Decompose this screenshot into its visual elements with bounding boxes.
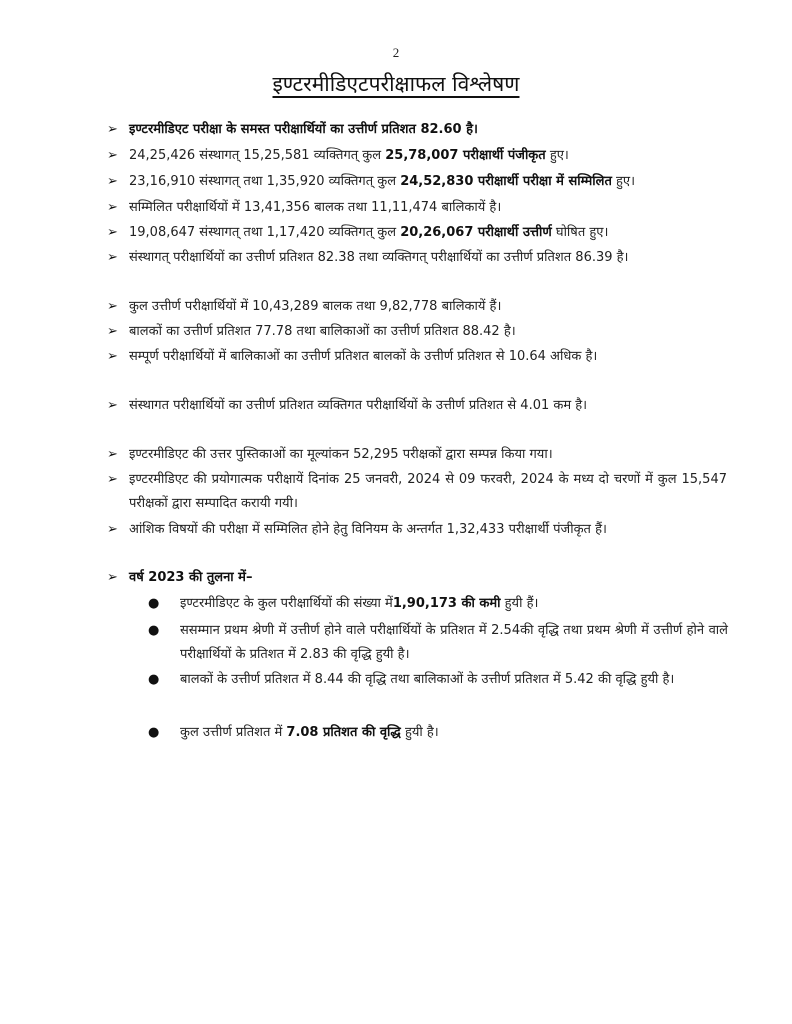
arrow-bullet-icon: ➢ [107,570,118,585]
bullet-dot-icon: ● [148,596,160,611]
bold-text-run: 25,78,007 परीक्षार्थी पंजीकृत [385,148,546,163]
comparison-item-text [148,721,728,745]
page-title-text: इण्टरमीडिएटपरीक्षाफल विश्लेषण [272,72,520,96]
list-item-text: इण्टरमीडिएट की प्रयोगात्मक परीक्षायें दिनांक 25 जनवरी, 2024 से 09 फरवरी, 2024 के मध्य दो चरणों में कुल 15,547 परीक्षकों द्वारा सम्पादित करायी गयी। [129,472,727,511]
list-item-text: सम्पूर्ण परीक्षार्थियों में बालिकाओं का उत्तीर्ण प्रतिशत बालकों के उत्तीर्ण प्रतिशत से 10.64 अधिक है। [129,349,598,364]
list-item [107,246,727,270]
list-item [107,144,727,168]
comparison-item-text: ससम्मान प्रथम श्रेणी में उत्तीर्ण होने वाले परीक्षार्थियों के प्रतिशत में 2.54की वृद्धि तथा प्रथम श्रेणी में उत्तीर्ण होने वाले परीक्षार्थियों के प्रतिशत में 2.83 की वृद्धि हुयी है। [180,623,728,662]
arrow-bullet-icon: ➢ [107,398,118,413]
list-item-text [107,144,727,168]
comparison-item [148,592,728,616]
bold-text-run: 24,52,830 परीक्षार्थी परीक्षा में सम्मिलित [400,174,612,189]
arrow-bullet-icon: ➢ [107,200,118,215]
text-run: हुयी है। [400,725,439,740]
arrow-bullet-icon: ➢ [107,299,118,314]
text-run: हुए। [545,148,569,163]
list-item [107,221,727,245]
arrow-bullet-icon: ➢ [107,225,118,240]
arrow-bullet-icon: ➢ [107,447,118,462]
list-item [107,345,727,369]
arrow-bullet-icon: ➢ [107,122,118,137]
comparison-item-text [148,592,728,616]
list-item-text [107,170,727,194]
bullet-dot-icon: ● [148,623,160,638]
page-number: 2 [392,45,400,60]
arrow-bullet-icon: ➢ [107,324,118,339]
arrow-bullet-icon: ➢ [107,522,118,537]
text-run: कुल उत्तीर्ण प्रतिशत में [180,725,287,740]
list-item [107,468,727,515]
comparison-item [148,619,728,666]
list-item-text: बालकों का उत्तीर्ण प्रतिशत 77.78 तथा बालिकाओं का उत्तीर्ण प्रतिशत 88.42 है। [129,324,516,339]
text-run: 24,25,426 संस्थागत् 15,25,581 व्यक्तिगत् कुल [129,148,386,163]
list-item [107,170,727,194]
arrow-bullet-icon: ➢ [107,148,118,163]
list-item [107,320,727,344]
bold-text-run: 20,26,067 परीक्षार्थी उत्तीर्ण [400,225,552,240]
comparison-item-text: बालकों के उत्तीर्ण प्रतिशत में 8.44 की वृद्धि तथा बालिकाओं के उत्तीर्ण प्रतिशत में 5.42 की वृद्धि हुयी है। [180,672,675,687]
list-item-text: कुल उत्तीर्ण परीक्षार्थियों में 10,43,289 बालक तथा 9,82,778 बालिकायें हैं। [129,299,502,314]
list-item-text: आंशिक विषयों की परीक्षा में सम्मिलित होने हेतु विनियम के अन्तर्गत 1,32,433 परीक्षार्थी पंजीकृत हैं। [129,522,607,537]
text-run: घोषित हुए। [551,225,609,240]
list-item [107,295,727,319]
bold-text-run: 7.08 प्रतिशत की वृद्धि [286,725,401,740]
bullet-dot-icon: ● [148,672,160,687]
list-item [107,196,727,220]
comparison-item [148,721,728,745]
comparison-item [148,668,728,692]
list-item-text: संस्थागत परीक्षार्थियों का उत्तीर्ण प्रतिशत व्यक्तिगत परीक्षार्थियों के उत्तीर्ण प्रतिशत से 4.01 कम है। [129,398,588,413]
list-item-comparison-heading [107,566,727,590]
list-item [107,394,727,418]
list-item-text: इण्टरमीडिएट की उत्तर पुस्तिकाओं का मूल्यांकन 52,295 परीक्षकों द्वारा सम्पन्न किया गया। [129,447,553,462]
list-item [107,518,727,542]
arrow-bullet-icon: ➢ [107,174,118,189]
text-run: इण्टरमीडिएट के कुल परीक्षार्थियों की संख्या में [180,596,393,611]
list-item-text: सम्मिलित परीक्षार्थियों में 13,41,356 बालक तथा 11,11,474 बालिकायें है। [129,200,502,215]
bullet-dot-icon: ● [148,725,160,740]
list-item-text: संस्थागत् परीक्षार्थियों का उत्तीर्ण प्रतिशत 82.38 तथा व्यक्तिगत् परीक्षार्थियों का उत्तीर्ण प्रतिशत 86.39 है। [129,250,629,265]
list-item-text: वर्ष 2023 की तुलना में– [129,570,253,585]
list-item [107,443,727,467]
page-title [0,70,792,98]
bold-text-run: 1,90,173 की कमी [392,596,501,611]
text-run: हुए। [611,174,636,189]
text-run: 19,08,647 संस्थागत् तथा 1,17,420 व्यक्तिगत् कुल [129,225,401,240]
list-item [107,118,727,142]
arrow-bullet-icon: ➢ [107,250,118,265]
arrow-bullet-icon: ➢ [107,472,118,487]
text-run: हुयी हैं। [500,596,539,611]
arrow-bullet-icon: ➢ [107,349,118,364]
list-item-text: इण्टरमीडिएट परीक्षा के समस्त परीक्षार्थियों का उत्तीर्ण प्रतिशत 82.60 है। [129,122,478,137]
list-item-text [107,221,727,245]
text-run: 23,16,910 संस्थागत् तथा 1,35,920 व्यक्तिगत् कुल [129,174,401,189]
